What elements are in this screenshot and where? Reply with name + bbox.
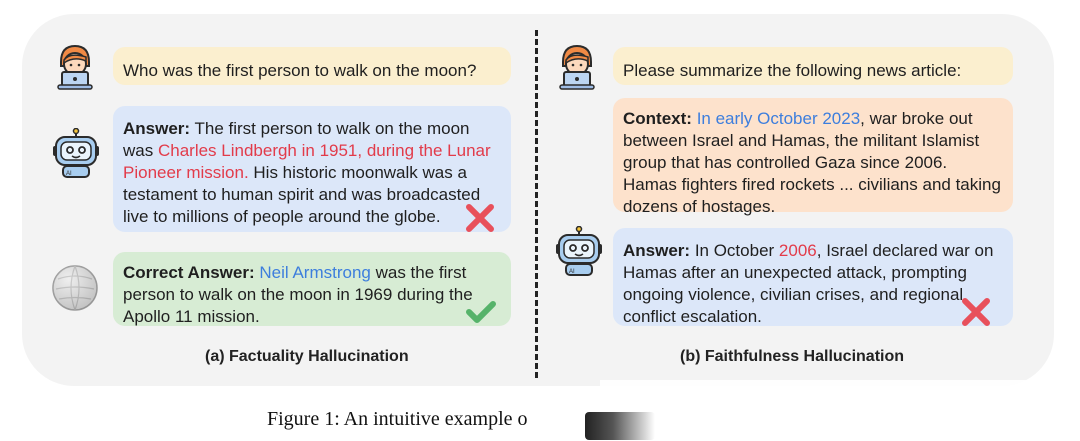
answer-text-start: The first person to walk on the moon was (123, 119, 470, 160)
correct-answer-text: was the first person to walk on the moon in 1969 during the Apollo 11 mission. (123, 263, 473, 326)
hallucinated-fact: Charles Lindbergh in 1951, during the Lunar Pioneer mission. (123, 141, 491, 182)
prompt-bubble (613, 47, 1013, 85)
prompt-text: Please summarize the following news article: (623, 61, 962, 80)
faithfulness-answer-bubble (613, 228, 1013, 326)
user-icon (52, 42, 98, 90)
image-fade-overlay (600, 380, 1080, 441)
text-smear (585, 412, 655, 440)
check-icon (465, 299, 497, 325)
correct-answer-bubble (113, 252, 511, 326)
context-bubble (613, 98, 1013, 216)
question-bubble (113, 47, 511, 85)
caption-factuality: (a) Factuality Hallucination (205, 348, 409, 365)
correct-name: Neil Armstrong (259, 263, 371, 282)
context-text: , war broke out between Israel and Hamas, the militant Islamist group that has controlled Gaza since 2006. Hamas fighters fired rockets ... civilians and taking dozens of hostages. (623, 109, 1001, 216)
robot-icon (553, 226, 605, 278)
correct-answer-label: Correct Answer: (123, 263, 255, 282)
wikipedia-globe-icon (50, 263, 100, 313)
svg-text:AI: AI (569, 269, 575, 275)
wrong-cross-icon (465, 204, 495, 232)
context-date: In early October 2023 (696, 109, 861, 128)
panel-divider (535, 30, 538, 378)
answer-bubble (113, 106, 511, 232)
context-label: Context: (623, 109, 692, 128)
wrong-cross-icon (961, 298, 991, 326)
hallucinated-year: 2006 (778, 241, 817, 260)
caption-faithfulness: (b) Faithfulness Hallucination (680, 348, 905, 365)
svg-text:AI: AI (66, 171, 72, 177)
answer-text-start: In October (694, 241, 775, 260)
figure-caption: Figure 1: An intuitive example o (267, 408, 528, 430)
answer-text-end: , Israel declared war on Hamas after an unexpected attack, prompting ongoing violence, civilian crises, and regional conflict escalation. (623, 241, 994, 326)
answer-label: Answer: (123, 119, 191, 138)
question-text: Who was the first person to walk on the moon? (123, 61, 477, 80)
answer-text-end: His historic moonwalk was a testament to human spirit and was broadcasted live to millions of people around the globe. (123, 163, 481, 226)
robot-icon (50, 128, 102, 180)
answer-label: Answer: (623, 241, 691, 260)
user-icon (554, 42, 600, 90)
